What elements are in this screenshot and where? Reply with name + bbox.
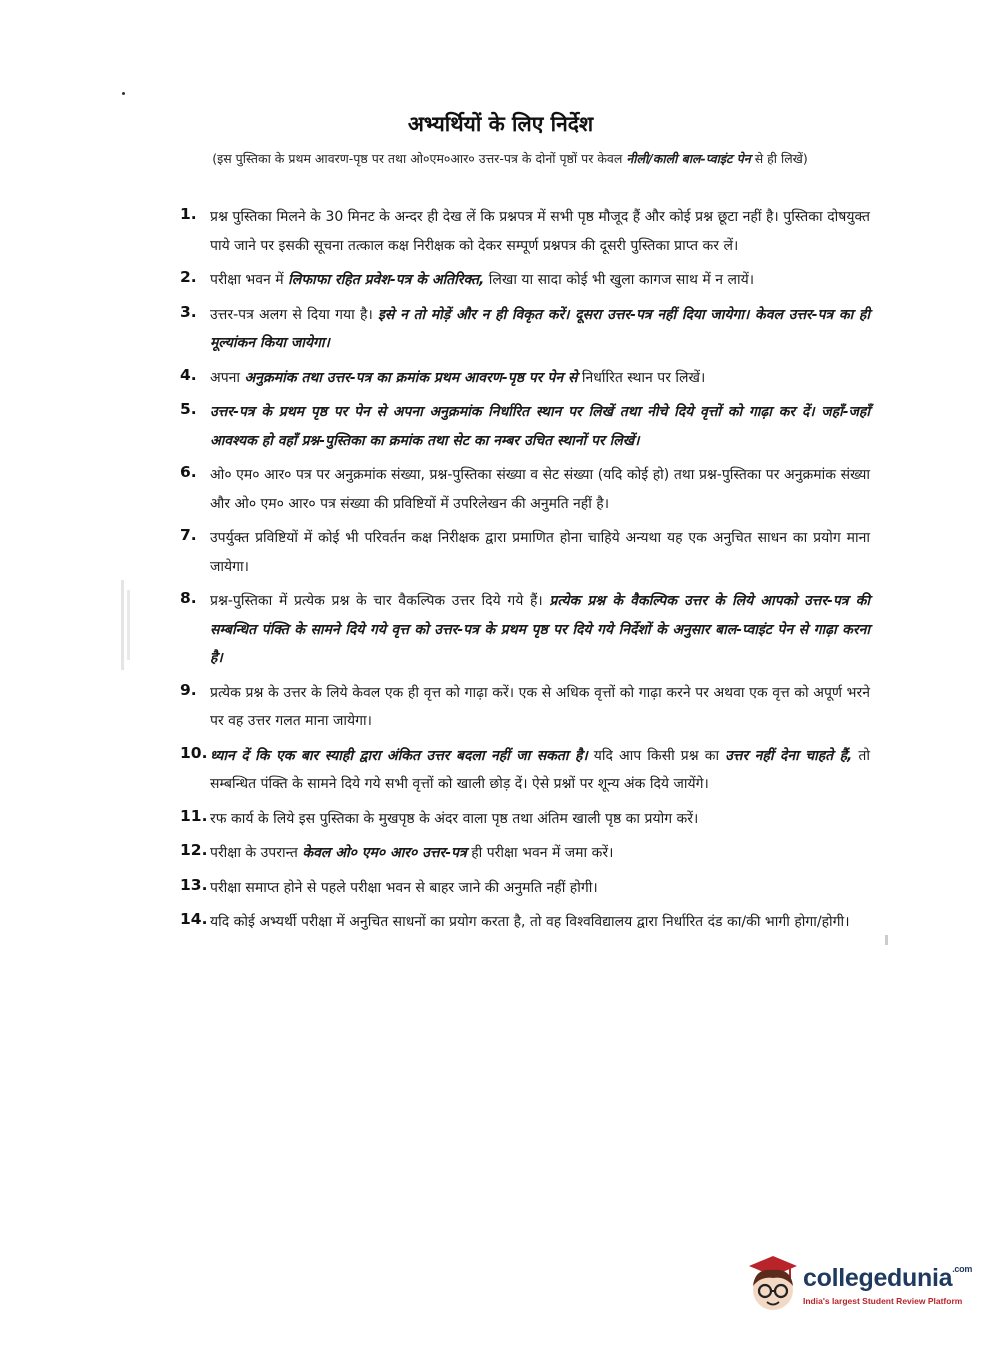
subtitle-end: से ही लिखें) [750, 151, 808, 166]
instruction-emphasis: केवल ओ० एम० आर० उत्तर-पत्र [302, 845, 467, 861]
instruction-number: 4. [180, 365, 197, 384]
instruction-segment: ही परीक्षा भवन में जमा करें। [466, 845, 614, 861]
instruction-item-10 [180, 742, 870, 799]
instruction-segment: उत्तर-पत्र अलग से दिया गया है। [210, 306, 379, 323]
scan-side-mark [118, 580, 134, 670]
instruction-item-9 [180, 679, 870, 736]
instruction-item-12 [180, 839, 870, 868]
instruction-text [210, 805, 870, 834]
instruction-segment: प्रश्नपत्र में सभी पृष्ठ मौजूद हैं और कोई [499, 209, 691, 225]
instruction-text [210, 266, 870, 295]
instruction-item-5 [180, 398, 870, 455]
scan-speck [122, 92, 125, 95]
instruction-number: 5. [180, 400, 197, 418]
instruction-segment: यदि आप किसी प्रश्न का [587, 747, 726, 764]
page-subtitle [160, 150, 860, 167]
instruction-segment: उपर्युक्त प्रविष्टियों में कोई भी परिवर्तन कक्ष निरीक्षक द्वारा प्रमाणित होना चाहिये अन्यथा यह एक अनुचित साधन का प्रयोग माना जायेगा। [210, 530, 870, 575]
instruction-segment: तो सम्बन्धित पंक्ति के सामने दिये गये सभी वृत्तों को खाली छोड़ दें। ऐसे प्रश्नों पर शून्य अंक दिये जायेंगे। [210, 747, 870, 792]
logo-wordmark: collegedunia$^{.com}$ [803, 1264, 973, 1292]
instruction-item-6 [180, 461, 870, 518]
instruction-segment: प्रश्न छूटा नहीं है। पुस्तिका दोषयुक्त पाये जाने पर इसकी सूचना तत्काल कक्ष निरीक्षक को देकर सम्पूर्ण प्रश्नपत्र की दूसरी पुस्तिका प्राप्त कर लें। [210, 209, 870, 254]
instruction-item-13 [180, 874, 870, 903]
subtitle-emphasis: नीली/काली बाल-प्वाइंट पेन [626, 151, 751, 166]
instruction-number: 3. [180, 302, 197, 321]
instruction-segment: परीक्षा के उपरान्त [210, 845, 303, 861]
instruction-text [210, 839, 870, 868]
instruction-segment: रफ कार्य के लिये इस पुस्तिका के मुखपृष्ठ के अंदर वाला पृष्ठ तथा अंतिम खाली पृष्ठ का प्रयोग करें। [210, 810, 699, 827]
instruction-emphasis: उत्तर-पत्र के प्रथम पृष्ठ पर पेन से अपना अनुक्रमांक निर्धारित स्थान पर लिखें तथा नीचे दिये वृत्तों को गाढ़ा कर दें। जहाँ-जहाँ आवश्यक हो वहाँ प्रश्न-पुस्तिका का क्रमांक तथा सेट का नम्बर उचित स्थानों पर लिखें। [210, 404, 870, 449]
instruction-number: 9. [180, 680, 197, 699]
instruction-item-3 [180, 301, 870, 358]
instruction-number: 6. [180, 463, 197, 481]
instruction-number: 10. [180, 743, 208, 762]
instruction-segment: अनुमति नहीं होगी। [503, 879, 598, 896]
page-title: अभ्यर्थियों के लिए निर्देश [407, 112, 594, 136]
instruction-item-1 [180, 203, 870, 260]
logo-tagline: India's largest Student Review Platform [803, 1296, 963, 1306]
instruction-text [210, 203, 870, 260]
instruction-item-11 [180, 805, 870, 834]
instruction-text [210, 461, 870, 518]
instruction-number: 12. [180, 841, 208, 859]
instruction-text [210, 398, 870, 455]
instruction-emphasis: इसे न तो मोड़ें और न ही विकृत करें। दूसरा उत्तर-पत्र नहीं दिया जायेगा। केवल उत्तर-पत्र का ही मूल्यांकन किया जायेगा। [210, 306, 870, 351]
instruction-segment: परीक्षा समाप्त होने से पहले परीक्षा भवन से बाहर जाने की [210, 879, 504, 896]
instruction-text [210, 874, 870, 903]
collegedunia-logo [745, 1250, 975, 1320]
instruction-segment: यदि कोई अभ्यर्थी परीक्षा में अनुचित साधनों का प्रयोग करता है, तो वह विश्वविद्यालय द्वारा निर्धारित दंड का/की भागी होगा/होगी। [210, 914, 850, 930]
instruction-number: 7. [180, 526, 197, 544]
instruction-text [210, 587, 870, 673]
instruction-emphasis: लिफाफा रहित प्रवेश-पत्र के अतिरिक्त, [288, 272, 485, 288]
instruction-number: 1. [180, 205, 197, 223]
instruction-segment: प्रश्न पुस्तिका मिलने के 30 मिनट के अन्दर ही देख लें कि [210, 209, 500, 225]
instruction-number: 11. [180, 806, 208, 825]
instruction-item-8 [180, 587, 870, 673]
instruction-text [210, 742, 870, 799]
instruction-list [180, 203, 870, 943]
instruction-emphasis: उत्तर नहीं देना चाहते हैं, [725, 747, 853, 764]
mascot-icon [745, 1252, 801, 1316]
instruction-segment: ओ० एम० आर० पत्र पर अनुक्रमांक संख्या, प्रश्न-पुस्तिका संख्या व सेट संख्या (यदि कोई हो) तथा प्रश्न-पुस्तिका पर अनुक्रमांक संख्या और ओ० एम० आर० पत्र संख्या की प्रविष्टियों में उपरिलेखन की अनुमति नहीं है। [210, 467, 870, 512]
instruction-text [210, 524, 870, 581]
instruction-segment: निर्धारित स्थान पर लिखें। [577, 369, 706, 386]
instruction-item-14 [180, 908, 870, 937]
instruction-text [210, 679, 870, 736]
instruction-segment: अपना [210, 369, 245, 386]
instruction-number: 13. [180, 875, 208, 894]
instruction-segment: लिखा या सादा कोई भी खुला कागज साथ में न लायें। [484, 272, 755, 288]
instruction-segment: प्रश्न-पुस्तिका में प्रत्येक प्रश्न के चार वैकल्पिक उत्तर दिये गये हैं। [210, 593, 550, 609]
instruction-item-4 [180, 364, 870, 393]
instruction-text [210, 301, 870, 358]
scan-tick [885, 935, 888, 945]
instruction-item-2 [180, 266, 870, 295]
instruction-number: 2. [180, 268, 197, 286]
instruction-emphasis: अनुक्रमांक तथा उत्तर-पत्र का क्रमांक प्रथम आवरण-पृष्ठ पर पेन से [244, 369, 578, 386]
instruction-number: 14. [180, 910, 208, 928]
instruction-segment: परीक्षा भवन में [210, 272, 289, 288]
instruction-text [210, 364, 870, 393]
instruction-number: 8. [180, 589, 197, 607]
instruction-item-7 [180, 524, 870, 581]
instruction-segment: प्रत्येक प्रश्न के उत्तर के लिये केवल एक ही वृत्त को गाढ़ा करें। एक से अधिक वृत्तों को गाढ़ा करने पर अथवा एक वृत्त को अपूर्ण भरने पर वह उत्तर गलत माना जायेगा। [210, 684, 870, 729]
instruction-text [210, 908, 870, 937]
subtitle-text: (इस पुस्तिका के प्रथम आवरण-पृष्ठ पर तथा ओ०एम०आर० उत्तर-पत्र के दोनों पृष्ठों पर केवल [212, 151, 627, 166]
instruction-emphasis: ध्यान दें कि एक बार स्याही द्वारा अंकित उत्तर बदला नहीं जा सकता है। [210, 747, 588, 764]
instruction-emphasis: प्रत्येक प्रश्न के वैकल्पिक उत्तर के लिये आपको उत्तर-पत्र की सम्बन्धित पंक्ति के सामने दिये गये वृत्त को उत्तर-पत्र के प्रथम पृष्ठ पर दिये गये निर्देशों के अनुसार बाल-प्वाइंट पेन से गाढ़ा करना है। [210, 593, 870, 666]
